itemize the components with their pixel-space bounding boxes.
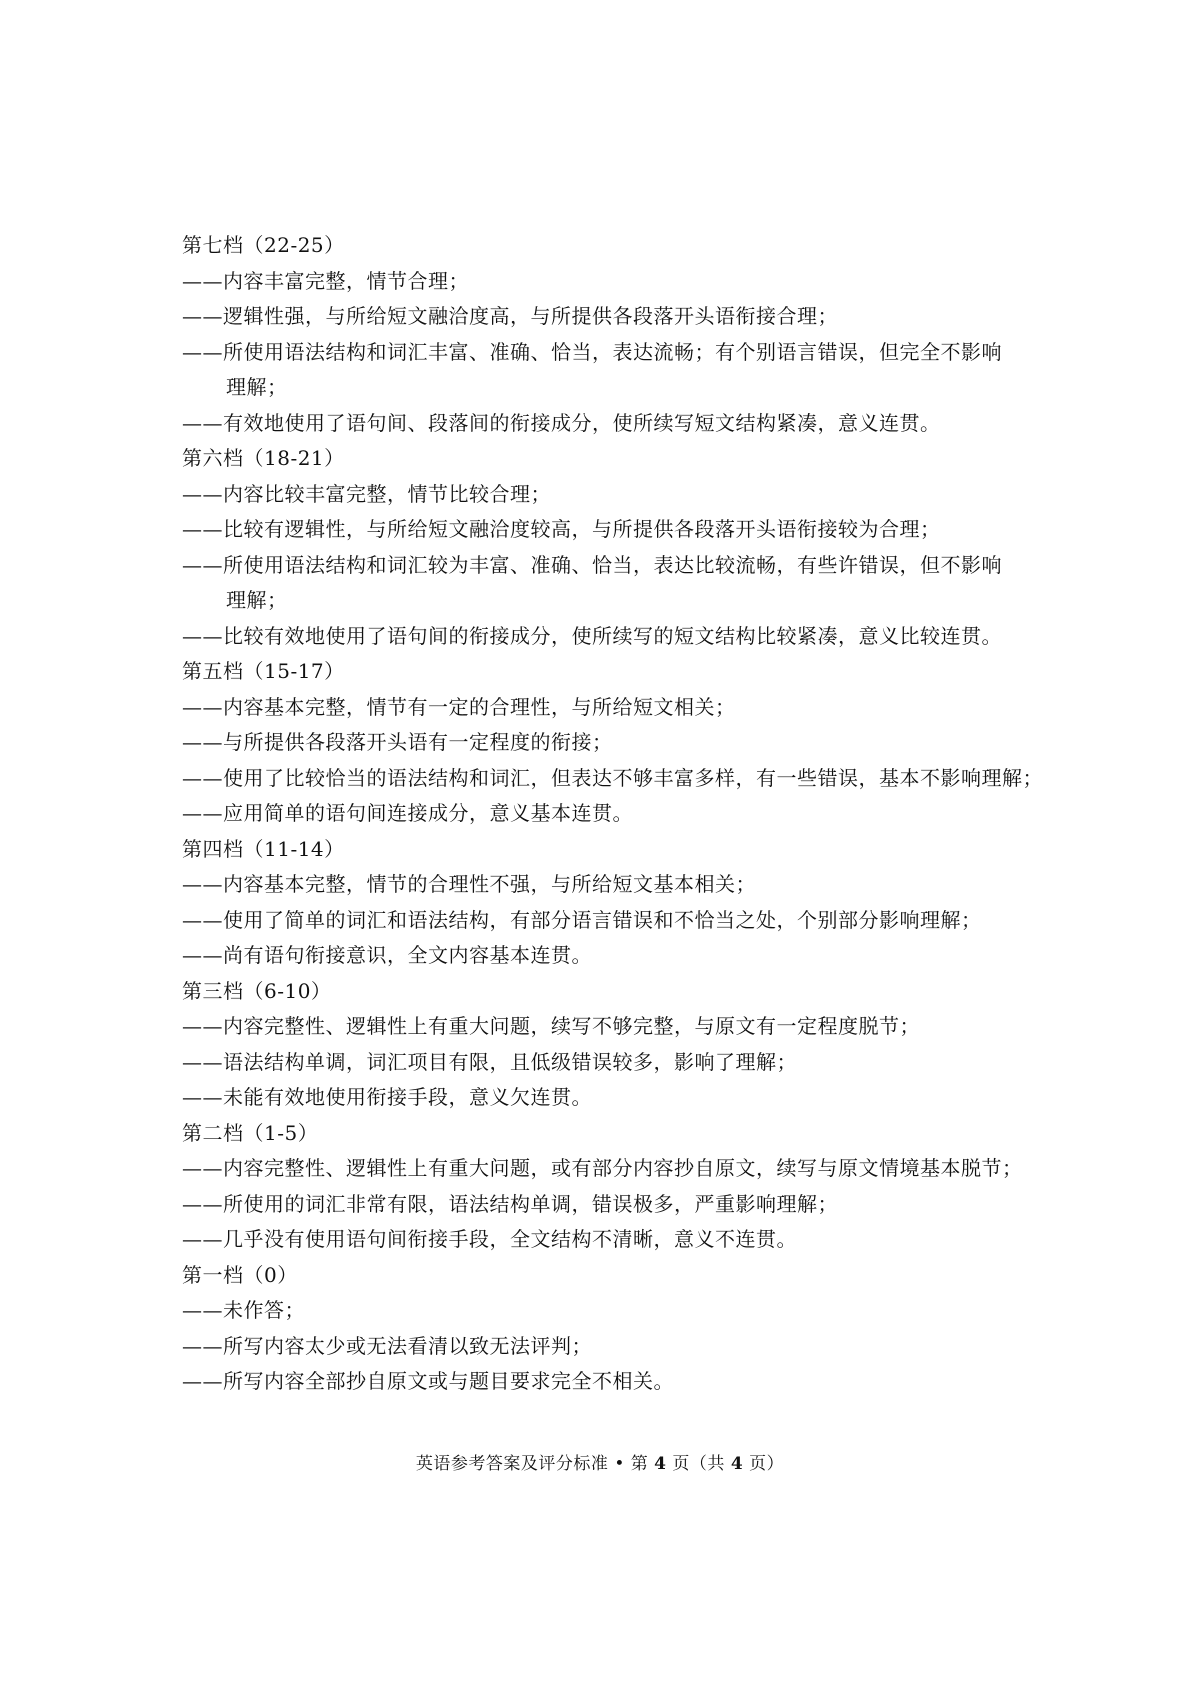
criterion-item: ——几乎没有使用语句间衔接手段，全文结构不清晰，意义不连贯。 [182,1227,797,1251]
criterion-item: ——逻辑性强，与所给短文融洽度高，与所提供各段落开头语衔接合理； [182,304,838,328]
criterion-item: ——比较有逻辑性，与所给短文融洽度较高，与所提供各段落开头语衔接较为合理； [182,517,941,541]
level-heading: 第四档（11-14） [182,836,345,861]
footer-prefix: 英语参考答案及评分标准 • 第 [415,1454,655,1474]
criterion-item: ——内容完整性、逻辑性上有重大问题，续写不够完整，与原文有一定程度脱节； [182,1014,920,1038]
level-heading: 第七档（22-25） [182,233,345,257]
footer-suffix: 页） [743,1454,785,1474]
criterion-item: ——比较有效地使用了语句间的衔接成分，使所续写的短文结构比较紧凑，意义比较连贯。 [182,623,1002,648]
criterion-item: ——使用了简单的词汇和语法结构，有部分语言错误和不恰当之处，个别部分影响理解； [182,907,982,932]
criterion-item [182,548,1042,619]
criterion-item: ——未能有效地使用衔接手段，意义欠连贯。 [182,1085,592,1109]
criterion-item: ——语法结构单调，词汇项目有限，且低级错误较多，影响了理解； [182,1049,797,1074]
level-heading: 第一档（0） [182,1262,298,1287]
criterion-item: ——未作答； [182,1298,305,1322]
criterion-text: ——所使用语法结构和词汇丰富、准确、恰当，表达流畅；有个别语言错误，但完全不影响 [182,339,1002,364]
criterion-item: ——与所提供各段落开头语有一定程度的衔接； [182,730,613,754]
criterion-item: ——内容基本完整，情节有一定的合理性，与所给短文相关； [182,694,736,719]
criterion-item: ——内容完整性、逻辑性上有重大问题，或有部分内容抄自原文，续写与原文情境基本脱节； [182,1156,1023,1180]
criterion-item: ——内容比较丰富完整，情节比较合理； [182,481,551,506]
footer-total-pages: 4 [730,1454,744,1474]
criterion-item [182,335,1042,406]
criterion-text-continued: 理解； [226,375,288,399]
criterion-item: ——应用简单的语句间连接成分，意义基本连贯。 [182,801,633,825]
footer-page-number: 4 [654,1454,667,1474]
criterion-item: ——所写内容全部抄自原文或与题目要求完全不相关。 [182,1369,674,1393]
footer-middle: 页（共 [666,1454,731,1474]
criterion-text-continued: 理解； [226,588,288,612]
criterion-item: ——内容基本完整，情节的合理性不强，与所给短文基本相关； [182,872,756,896]
criterion-item: ——所使用的词汇非常有限，语法结构单调，错误极多，严重影响理解； [182,1191,838,1216]
level-heading: 第二档（1-5） [182,1120,319,1145]
criterion-item: ——尚有语句衔接意识，全文内容基本连贯。 [182,943,592,967]
criterion-item: ——所写内容太少或无法看清以致无法评判； [182,1333,592,1358]
criterion-item: ——使用了比较恰当的语法结构和词汇，但表达不够丰富多样，有一些错误，基本不影响理解； [182,765,1043,790]
level-heading: 第六档（18-21） [182,446,345,470]
criterion-item: ——有效地使用了语句间、段落间的衔接成分，使所续写短文结构紧凑，意义连贯。 [182,410,941,435]
criterion-item: ——内容丰富完整，情节合理； [182,268,469,293]
level-heading: 第三档（6-10） [182,978,332,1003]
scoring-criteria [182,228,1042,1400]
criterion-text: ——所使用语法结构和词汇较为丰富、准确、恰当，表达比较流畅，有些许错误，但不影响 [182,552,1002,577]
page-footer [0,1452,1200,1476]
level-heading: 第五档（15-17） [182,659,345,683]
